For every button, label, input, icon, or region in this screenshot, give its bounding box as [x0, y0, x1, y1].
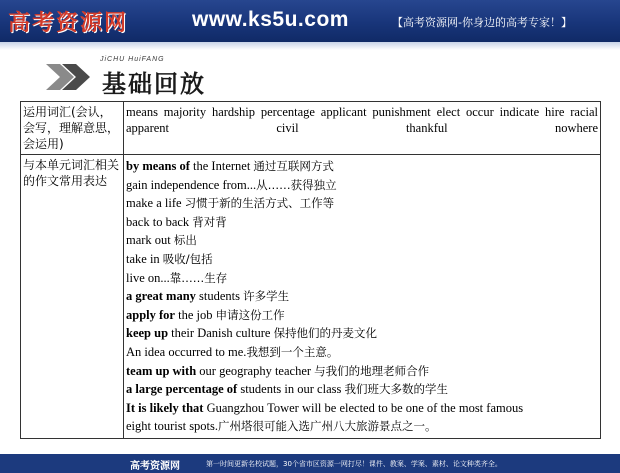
list-item: [126, 194, 598, 213]
vocabulary-table: [20, 101, 601, 439]
table-row: [21, 155, 601, 439]
expression-keyword: by means of: [126, 159, 190, 173]
expression-translation: 吸收/包括: [162, 251, 213, 266]
list-item: [126, 250, 598, 269]
expression-text: make a life: [126, 196, 185, 211]
expression-text: eight tourist spots.: [126, 419, 219, 434]
expression-keyword: a large percentage of: [126, 382, 238, 397]
expression-text: take in: [126, 251, 163, 266]
banner-divider: [0, 42, 620, 50]
expression-text: their Danish culture: [168, 326, 274, 341]
expression-translation: 背对背: [192, 214, 227, 229]
expression-keyword: a great many: [126, 289, 196, 304]
expression-text: An idea occurred to me.: [126, 344, 247, 359]
table-row: [21, 102, 601, 155]
expression-translation: 广州塔很可能入选广州八大旅游景点之一。: [218, 419, 437, 434]
expression-keyword: keep up: [126, 326, 169, 341]
expression-translation: 申请这份工作: [215, 307, 285, 322]
site-tagline: 【高考资源网-你身边的高考专家！】: [392, 16, 572, 29]
section-subtitle: JiCHU HuiFANG: [100, 56, 165, 63]
list-item: [126, 306, 598, 325]
expression-text: mark out: [126, 233, 174, 248]
vocabulary-words: means majority hardship percentage applicant punishment elect occur indicate hire racial apparent civil thankful nowhere: [124, 102, 601, 155]
site-url[interactable]: www.ks5u.com: [192, 8, 349, 31]
expression-translation: 保持他们的丹麦文化: [273, 326, 378, 341]
expression-keyword: apply for: [126, 307, 175, 322]
list-item: [126, 176, 598, 195]
list-item: [126, 213, 598, 232]
list-item: [126, 231, 598, 250]
site-logo[interactable]: 高考资源网: [8, 10, 129, 36]
expression-text: the job: [174, 307, 216, 322]
expression-translation: 我想到一个主意。: [246, 344, 339, 359]
expression-translation: 习惯于新的生活方式、工作等: [184, 196, 335, 211]
expressions-cell: [124, 155, 601, 439]
expression-list: [126, 157, 598, 436]
expression-translation: 标出: [173, 233, 197, 248]
list-item: [126, 287, 598, 306]
expression-text: gain independence from...: [126, 177, 257, 192]
list-item: [126, 417, 598, 436]
expression-keyword: It is likely that: [126, 400, 204, 415]
expression-translation: 与我们的地理老师合作: [314, 363, 430, 378]
double-chevron-icon: [44, 62, 96, 92]
list-item: [126, 399, 598, 418]
list-item: [126, 157, 598, 176]
expression-translation: 从……获得独立: [256, 177, 337, 192]
section-header: [44, 56, 224, 96]
expression-text: live on...: [126, 270, 170, 285]
site-banner: [0, 0, 620, 42]
section-title: 基础回放: [102, 70, 206, 98]
expression-translation: 靠……生存: [169, 270, 228, 285]
expression-text: students: [195, 289, 244, 304]
expression-text: back to back: [126, 214, 193, 229]
expression-translation: 通过互联网方式: [253, 159, 334, 173]
expression-translation: 许多学生: [243, 289, 290, 304]
expression-keyword: team up with: [126, 363, 197, 378]
expression-text: the Internet: [189, 159, 254, 173]
row-label-expressions: 与本单元词汇相关的作文常用表达: [21, 155, 124, 439]
row-label-vocabulary: 运用词汇(会认，会写，理解意思，会运用): [21, 102, 124, 155]
list-item: [126, 324, 598, 343]
expression-text: Guangzhou Tower will be elected to be one of the most famous: [203, 400, 524, 415]
site-footer: [0, 454, 620, 473]
expression-translation: 我们班大多数的学生: [344, 382, 448, 397]
expression-text: students in our class: [237, 382, 345, 397]
list-item: [126, 269, 598, 288]
expression-text: our geography teacher: [196, 363, 315, 378]
list-item: [126, 380, 598, 399]
list-item: [126, 343, 598, 362]
list-item: [126, 362, 598, 381]
footer-text: 第一时间更新名校试题，30个省市区资源一网打尽！课件、教案、学案、素材、论文种类齐全。: [206, 460, 502, 468]
footer-site-name: 高考资源网: [130, 461, 180, 472]
